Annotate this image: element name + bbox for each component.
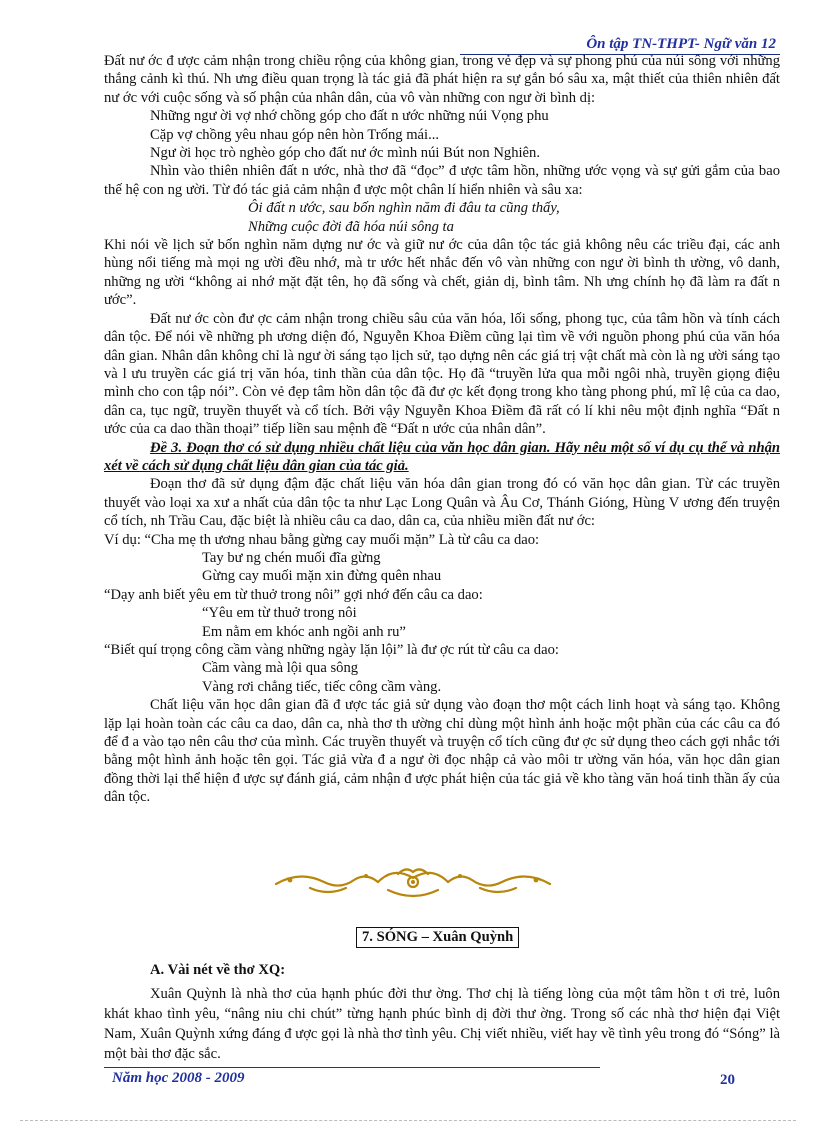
- question-heading: Đề 3. Đoạn thơ có sử dụng nhiều chất liệu của văn học dân gian. Hãy nêu một số ví dụ cụ thể và nhận xét về cách sử dụng chất liệu dân gian của tác giả.: [104, 439, 780, 474]
- verse-line: Cầm vàng mà lội qua sông: [202, 660, 359, 677]
- paragraph: Chất liệu văn học dân gian đã đ ược tác giả sử dụng vào đoạn thơ một cách linh hoạt và sáng tạo. Không lặp lại hoàn toàn các câu ca dao, dân ca, nhà thơ th ường chỉ dùng một hình ảnh hoặc một phần của các câu ca đó để đ a vào tạo nên câu thơ của mình. Các truyền thuyết và truyện cổ tích cũng đư ợc sử dụng theo cách gợi nhắc tới bằng một hình ảnh hoặc tên gọi. Tác giả vừa đ a ngư ời đọc nhập cả vào môi tr ường văn hóa, văn học dân gian đồng thời lại thể hiện đ ược sự đánh giá, cảm nhận đ ược phát hiện của tác giả về kho tàng văn hoá tinh thần ấy của dân tộc.: [104, 697, 780, 806]
- page-number: 20: [720, 1072, 735, 1088]
- example-line: Ví dụ: “Cha mẹ th ương nhau bằng gừng cay muối mặn” Là từ câu ca dao:: [104, 531, 540, 548]
- section-title: 7. SÓNG – Xuân Quỳnh: [356, 927, 519, 948]
- verse-line: Cặp vợ chồng yêu nhau góp nên hòn Trống mái...: [150, 126, 440, 143]
- ornament-divider-icon: [270, 862, 556, 902]
- page-edge: [20, 1120, 796, 1121]
- verse-line-italic: Ôi đất n ước, sau bốn nghìn năm đi đâu ta cũng thấy,: [248, 200, 560, 217]
- footer-rule: [104, 1067, 600, 1068]
- footer-year: Năm học 2008 - 2009: [112, 1070, 245, 1086]
- paragraph: Xuân Quỳnh là nhà thơ của hạnh phúc đời thư ờng. Thơ chị là tiếng lòng của một tâm hồn t ơi trẻ, luôn khát khao tình yêu, “nâng niu chi chút” từng hạnh phúc bình dị đời thư ờng. Trong số các nhà thơ hiện đại Việt Nam, Xuân Quỳnh xứng đáng đ ược gọi là nhà thơ tình yêu. Chị viết nhiều, viết hay về tình yêu trong đó “Sóng” là một bài thơ đặc sắc.: [104, 986, 780, 1062]
- verse-line: Vàng rơi chẳng tiếc, tiếc công cầm vàng.: [202, 678, 442, 695]
- verse-line: Những ngư ời vợ nhớ chồng góp cho đất n ước những núi Vọng phu: [150, 108, 549, 125]
- paragraph: Đất nư ớc đ ược cảm nhận trong chiều rộng của không gian, trong vẻ đẹp và sự phong phú của núi sông với những thắng cảnh kì thú. Nh ưng điều quan trọng là tác giả đã phát hiện ra sự gắn bó sâu xa, mật thiết của thiên nhiên đất nư ớc với cuộc sống và số phận của nhân dân, của vô vàn những con ngư ời bình dị:: [104, 53, 780, 106]
- verse-line: Tay bư ng chén muối đĩa gừng: [202, 549, 381, 566]
- verse-line-italic: Những cuộc đời đã hóa núi sông ta: [248, 218, 454, 235]
- subsection-heading: A. Vài nét về thơ XQ:: [150, 962, 286, 978]
- paragraph: Nhìn vào thiên nhiên đất n ước, nhà thơ đã “đọc” đ ược tâm hồn, những ước vọng và sự gửi gắm của bao thế hệ con ng ười. Từ đó tác giả cảm nhận đ ược một chân lí hiển nhiên và sâu xa:: [104, 163, 780, 198]
- paragraph: Đất nư ớc còn đư ợc cảm nhận trong chiều sâu của văn hóa, lối sống, phong tục, của tâm hồn và tính cách dân tộc. Để nói về những ph ương diện đó, Nguyễn Khoa Điềm cũng lại tìm về với nguồn phong phú của văn hóa dân gian. Nhân dân không chỉ là ngư ời sáng tạo lịch sử, tạo dựng nên các giá trị vật chất mà còn là ng ười sáng tạo và l ưu truyền các giá trị văn hóa, tinh thần của dân tộc. Họ đã “truyền lửa qua mỗi ngôi nhà, truyền giọng điệu mình cho con tập nói”. Còn vẻ đẹp tâm hồn dân tộc đã đư ợc kết đọng trong kho tàng phong phú, mĩ lệ của ca dao, dân ca, tục ngữ, truyền thuyết và cổ tích. Bởi vậy Nguyễn Khoa Điềm đã rất có lí khi nêu một định nghĩa “Đất n ước của ca dao thần thoại” tiếp liền sau mệnh đề “Đất n ước của nhân dân”.: [104, 310, 780, 438]
- example-line: “Dạy anh biết yêu em từ thuở trong nôi” gợi nhớ đến câu ca dao:: [104, 586, 483, 603]
- main-text: [104, 52, 780, 807]
- paragraph: Đoạn thơ đã sử dụng đậm đặc chất liệu văn hóa dân gian trong đó có văn học dân gian. Từ các truyền thuyết vào loại xa xư a nhất của dân tộc ta như Lạc Long Quân và Âu Cơ, Thánh Gióng, Hùng V ương đến truyện cổ tích, nh Trầu Cau, đặc biệt là nhiều câu ca dao, dân ca, của nhiều miền đất nư ớc:: [104, 476, 780, 530]
- paragraph: Khi nói về lịch sử bốn nghìn năm dựng nư ớc và giữ nư ớc của dân tộc tác giả không nêu các triều đại, các anh hùng nổi tiếng mà mọi ng ười đều nhớ, mà tr ước hết nhắc đến vô vàn những con ngư ời bình th ường, vô danh, những ng ười “không ai nhớ mặt đặt tên, họ đã sống và chết, giản dị, bình tâm. Nh ưng chính họ đã làm ra đất n ước”.: [104, 237, 780, 309]
- header-title: Ôn tập TN-THPT- Ngữ văn 12: [586, 36, 776, 52]
- verse-line: “Yêu em từ thuở trong nôi: [202, 605, 357, 622]
- verse-line: Gừng cay muối mặn xin đừng quên nhau: [202, 568, 442, 585]
- verse-line: Em nằm em khóc anh ngồi anh ru”: [202, 623, 406, 640]
- example-line: “Biết quí trọng công cầm vàng những ngày lặn lội” là đư ợc rút từ câu ca dao:: [104, 642, 559, 658]
- verse-line: Ngư ời học trò nghèo góp cho đất nư ớc mình núi Bút non Nghiên.: [150, 145, 540, 162]
